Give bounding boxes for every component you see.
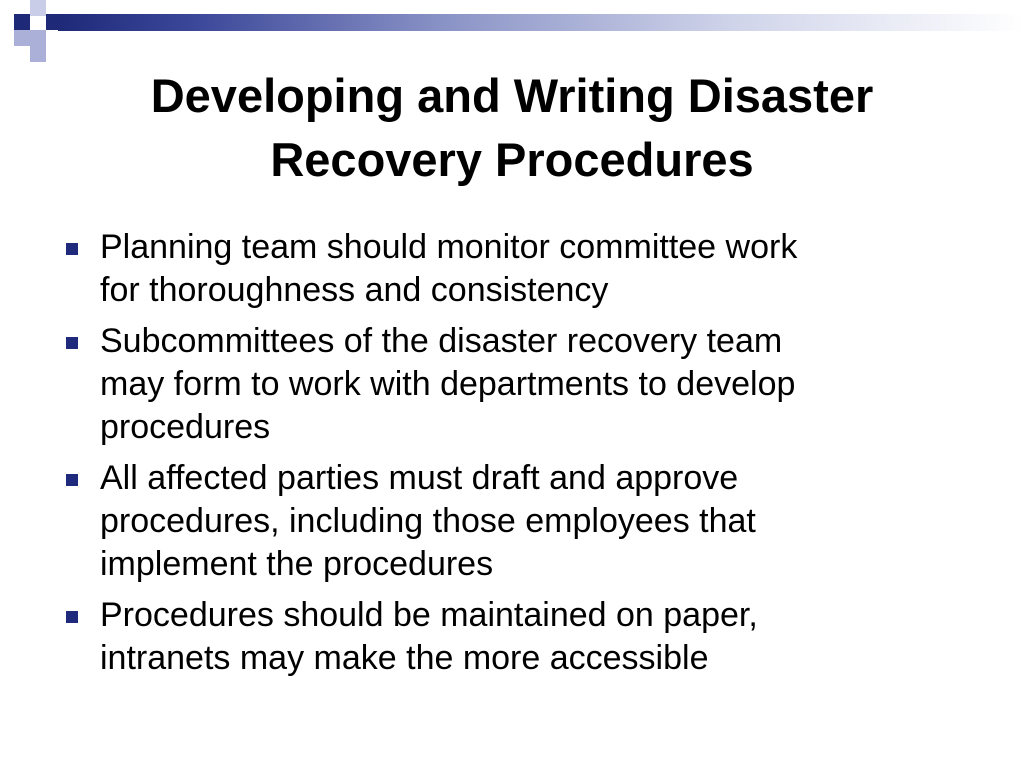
bullet-item: [62, 320, 962, 449]
motif-square-dark: [14, 14, 30, 30]
motif-square-light: [30, 30, 46, 46]
bullet-line: procedures, including those employees that: [100, 502, 756, 540]
square-bullet-icon: [66, 337, 78, 349]
bullet-line: All affected parties must draft and approve: [100, 459, 739, 497]
bullet-item: [62, 457, 962, 586]
slide-title-line: Developing and Writing Disaster: [150, 69, 874, 122]
slide-title: [30, 64, 994, 192]
bullet-line: intranets may make the more accessible: [100, 639, 709, 677]
bullet-item: [62, 226, 962, 312]
bullet-line: Planning team should monitor committee work: [100, 228, 798, 266]
bullet-item: [62, 594, 962, 680]
corner-square-motif: [0, 0, 80, 64]
motif-square-light: [30, 0, 46, 16]
bullet-line: Subcommittees of the disaster recovery team: [100, 322, 783, 360]
bullet-list: [62, 226, 962, 688]
bullet-line: for thoroughness and consistency: [100, 271, 609, 309]
motif-square-light: [14, 30, 30, 46]
bullet-line: implement the procedures: [100, 545, 494, 583]
bullet-line: Procedures should be maintained on paper,: [100, 596, 758, 634]
motif-square-light: [30, 46, 46, 62]
square-bullet-icon: [66, 474, 78, 486]
slide-title-line: Recovery Procedures: [270, 133, 754, 186]
square-bullet-icon: [66, 611, 78, 623]
header-gradient-bar: [58, 14, 1024, 31]
square-bullet-icon: [66, 243, 78, 255]
bullet-line: may form to work with departments to develop: [100, 365, 796, 403]
bullet-line: procedures: [100, 408, 271, 446]
